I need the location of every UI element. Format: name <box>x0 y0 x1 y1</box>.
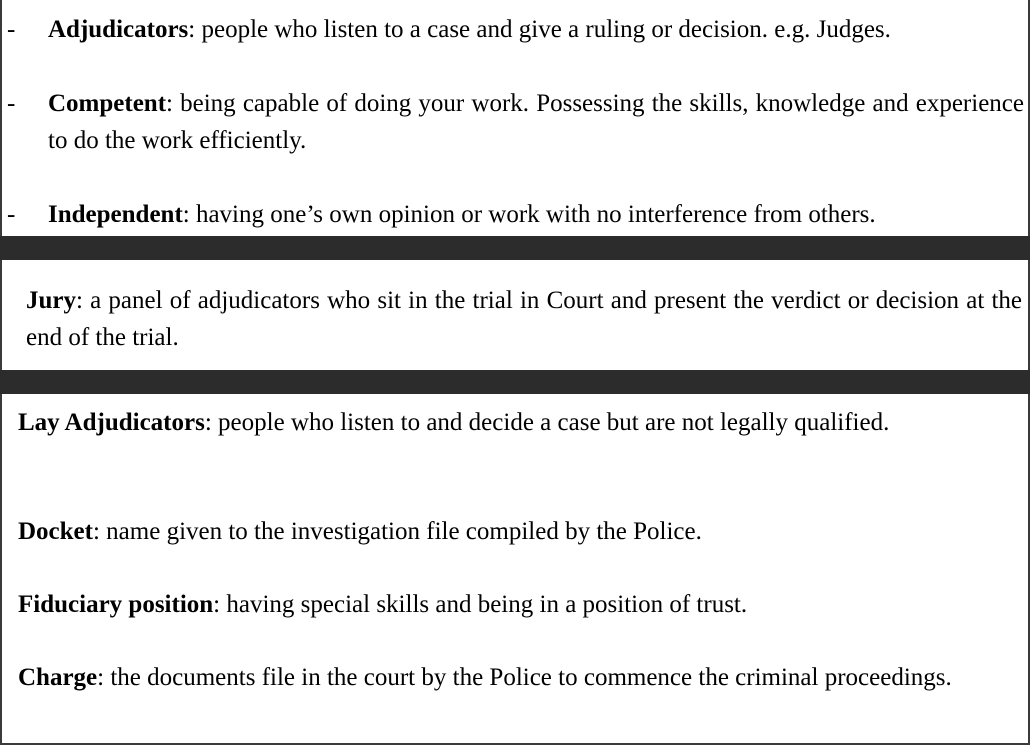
term: Fiduciary position <box>18 591 214 618</box>
definitions-panel-2 <box>0 260 1030 370</box>
definition-competent <box>48 85 1024 159</box>
term: Jury <box>26 287 76 314</box>
definition-jury <box>26 282 1022 356</box>
definition-lay-adjudicators <box>18 404 970 441</box>
definition-text: : having special skills and being in a position of trust. <box>213 591 748 618</box>
definitions-panel-3 <box>0 394 1030 745</box>
definition-docket <box>18 513 1018 550</box>
term: Competent <box>48 90 167 117</box>
definition-independent <box>48 196 1028 233</box>
separator-band <box>0 236 1030 260</box>
definition-text: : a panel of adjudicators who sit in the trial in Court and present the verdict or decision at the end of the trial. <box>26 287 1022 351</box>
definition-text: : the documents file in the court by the Police to commence the criminal proceedings. <box>97 664 952 691</box>
term: Charge <box>18 664 98 691</box>
definition-text: : name given to the investigation file compiled by the Police. <box>92 518 702 545</box>
term: Independent <box>48 201 183 228</box>
definition-fiduciary-position <box>18 586 1018 623</box>
definitions-panel-1 <box>0 0 1030 236</box>
list-marker: - <box>7 16 16 43</box>
definition-adjudicators <box>48 11 1028 48</box>
definition-text: : people who listen to and decide a case but are not legally qualified. <box>204 409 890 436</box>
definition-text: : people who listen to a case and give a ruling or decision. e.g. Judges. <box>188 16 891 43</box>
definition-charge <box>18 659 970 696</box>
definition-text: : being capable of doing your work. Possessing the skills, knowledge and experience to do the work efficiently. <box>48 90 1024 154</box>
definition-text: : having one’s own opinion or work with no interference from others. <box>182 201 876 228</box>
term: Docket <box>18 518 93 545</box>
term: Lay Adjudicators <box>18 409 205 436</box>
list-marker: - <box>7 90 16 117</box>
term: Adjudicators <box>48 16 189 43</box>
separator-band <box>0 370 1030 394</box>
list-marker: - <box>7 201 16 228</box>
